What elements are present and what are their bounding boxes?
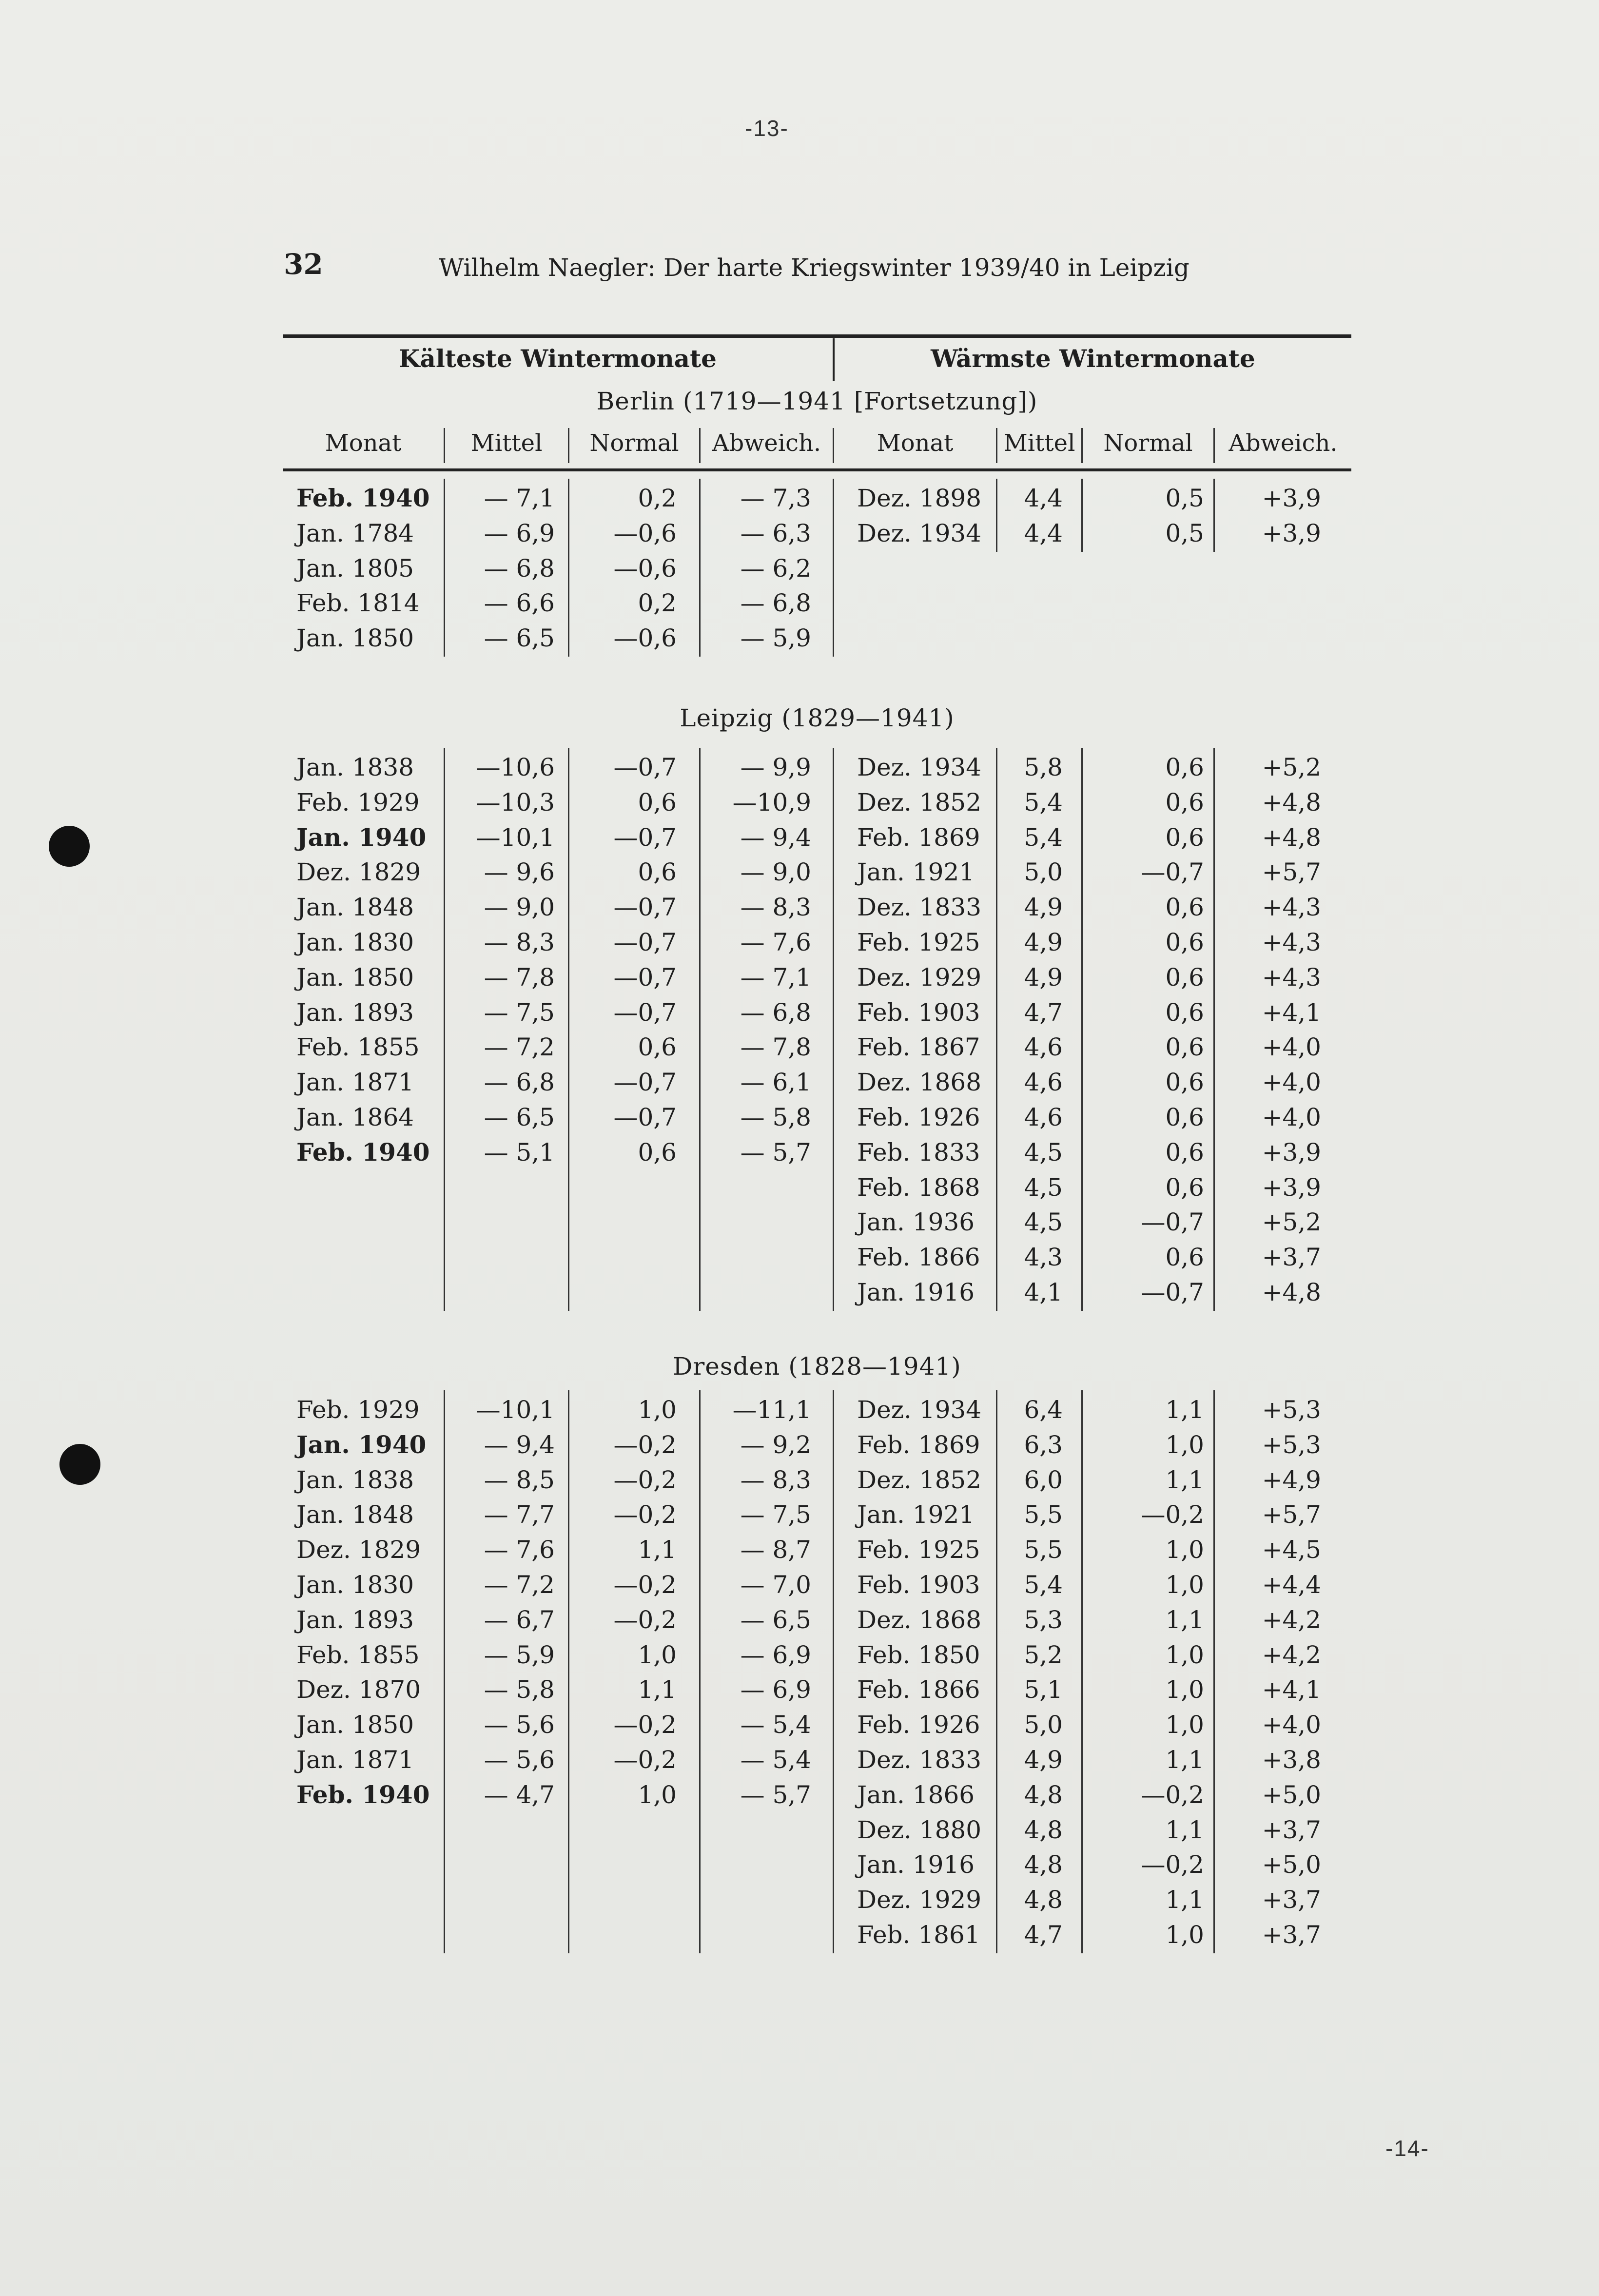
warm-normal-cell: 0,6 [1165,928,1204,956]
warm-abweich-cell: +3,7 [1262,1886,1321,1914]
cold-normal-cell: —0,6 [613,519,677,547]
warm-monat-cell: Dez. 1833 [857,1746,982,1774]
cold-normal-cell: —0,6 [613,624,677,653]
warm-normal-cell: 1,1 [1165,1465,1204,1494]
cold-mittel-cell: — 5,6 [484,1746,555,1774]
warm-normal-cell: 1,1 [1165,1746,1204,1774]
warm-months-title: Wärmste Wintermonate [931,344,1255,373]
warm-abweich-cell: +3,9 [1262,1173,1321,1202]
cold-monat-cell: Jan. 1850 [296,624,414,653]
cold-mittel-cell: — 6,9 [484,519,555,547]
cold-monat-cell: Jan. 1848 [296,1500,414,1529]
cold-mittel-cell: — 6,5 [484,1103,555,1131]
warm-normal-cell: 0,6 [1165,788,1204,817]
warm-abweich-cell: +4,3 [1262,928,1321,956]
cold-normal-cell: —0,2 [613,1500,677,1529]
cold-abweich-cell: — 9,9 [740,753,811,781]
warm-abweich-cell: +5,3 [1262,1430,1321,1459]
warm-monat-cell: Dez. 1868 [857,1068,982,1097]
warm-mittel-cell: 4,5 [1024,1173,1063,1202]
cold-normal-cell: —0,7 [613,893,677,922]
punch-hole [49,826,90,867]
warm-monat-cell: Dez. 1852 [857,1465,982,1494]
section-leipzig [283,750,1351,1310]
cold-monat-cell: Feb. 1940 [296,1137,430,1167]
cold-normal-cell: —0,7 [613,1068,677,1097]
warm-normal-cell: 1,0 [1165,1536,1204,1564]
cold-monat-cell: Jan. 1871 [296,1068,414,1097]
warm-abweich-cell: +5,7 [1262,858,1321,887]
archive-page-number-bottom: -14- [1385,2136,1429,2161]
cold-mittel-cell: — 7,2 [484,1571,555,1599]
warm-abweich-cell: +4,2 [1262,1605,1321,1634]
cold-normal-cell: 1,0 [638,1780,677,1809]
cold-mittel-cell: —10,1 [476,1396,555,1424]
cold-mittel-cell: — 9,0 [484,893,555,922]
cold-monat-cell: Jan. 1805 [296,554,414,583]
cold-mittel-cell: — 7,8 [484,963,555,992]
cold-abweich-cell: — 6,2 [740,554,811,583]
cold-abweich-cell: — 5,9 [740,624,811,653]
cold-mittel-cell: — 7,6 [484,1536,555,1564]
punch-hole [59,1444,100,1485]
warm-abweich-cell: +3,7 [1262,1243,1321,1272]
warm-monat-cell: Feb. 1925 [857,1536,980,1564]
warm-mittel-cell: 4,8 [1024,1780,1063,1809]
cold-mittel-cell: — 7,7 [484,1500,555,1529]
warm-mittel-cell: 4,9 [1024,893,1063,922]
warm-abweich-cell: +4,8 [1262,788,1321,817]
warm-mittel-cell: 6,3 [1024,1430,1063,1459]
warm-monat-cell: Feb. 1869 [857,823,980,852]
archive-page-number-top: -13- [745,116,789,141]
warm-normal-cell: 0,6 [1165,1068,1204,1097]
warm-abweich-cell: +3,9 [1262,519,1321,547]
column-rule [996,748,997,1311]
column-rule [699,1390,701,1953]
warm-abweich-cell: +3,7 [1262,1815,1321,1844]
cold-monat-cell: Jan. 1850 [296,963,414,992]
cold-monat-cell: Jan. 1871 [296,1746,414,1774]
cold-monat-cell: Jan. 1830 [296,1571,414,1599]
warm-abweich-cell: +4,0 [1262,1068,1321,1097]
warm-mittel-cell: 5,8 [1024,753,1063,781]
cold-normal-cell: 0,6 [638,858,677,887]
running-title: Wilhelm Naegler: Der harte Kriegswinter 1939/40 in Leipzig [439,253,1190,282]
warm-abweich-cell: +3,9 [1262,484,1321,512]
cold-monat-cell: Feb. 1929 [296,788,420,817]
page-number: 32 [284,248,323,281]
warm-monat-cell: Feb. 1867 [857,1033,980,1062]
section-title-leipzig: Leipzig (1829—1941) [680,704,955,732]
cold-mittel-cell: — 5,1 [484,1138,555,1167]
warm-normal-cell: 1,1 [1165,1396,1204,1424]
column-rule [568,479,569,657]
warm-abweich-cell: +4,1 [1262,1675,1321,1704]
warm-mittel-cell: 5,4 [1024,1571,1063,1599]
warm-mittel-cell: 5,5 [1024,1500,1063,1529]
warm-mittel-cell: 4,7 [1024,1921,1063,1949]
warm-mittel-cell: 5,4 [1024,823,1063,852]
cold-monat-cell: Jan. 1850 [296,1711,414,1739]
warm-monat-cell: Dez. 1833 [857,893,982,922]
warm-normal-cell: 0,6 [1165,893,1204,922]
cold-monat-cell: Jan. 1893 [296,998,414,1027]
running-header [284,248,1356,287]
warm-abweich-cell: +4,4 [1262,1571,1321,1599]
column-rule [444,1390,445,1953]
warm-mittel-cell: 4,4 [1024,484,1063,512]
cold-normal-cell: —0,2 [613,1430,677,1459]
warm-monat-cell: Dez. 1868 [857,1605,982,1634]
cold-abweich-cell: — 5,4 [740,1711,811,1739]
warm-monat-cell: Feb. 1903 [857,998,980,1027]
warm-monat-cell: Feb. 1850 [857,1640,980,1669]
cold-mittel-cell: — 6,7 [484,1605,555,1634]
warm-monat-cell: Feb. 1833 [857,1138,980,1167]
cold-mittel-cell: — 9,6 [484,858,555,887]
column-rule [996,1390,997,1953]
warm-mittel-cell: 6,4 [1024,1396,1063,1424]
cold-abweich-cell: — 9,4 [740,823,811,852]
col-header-warm-monat: Monat [877,429,954,457]
cold-mittel-cell: — 7,1 [484,484,555,512]
cold-mittel-cell: — 6,6 [484,589,555,618]
warm-normal-cell: 1,0 [1165,1711,1204,1739]
warm-mittel-cell: 4,6 [1024,1033,1063,1062]
cold-abweich-cell: — 6,5 [740,1605,811,1634]
cold-abweich-cell: — 8,3 [740,893,811,922]
section-berlin [283,481,1351,656]
cold-mittel-cell: — 8,5 [484,1465,555,1494]
cold-mittel-cell: — 7,2 [484,1033,555,1062]
cold-normal-cell: —0,2 [613,1465,677,1494]
warm-normal-cell: —0,7 [1141,1278,1204,1306]
warm-abweich-cell: +5,7 [1262,1500,1321,1529]
cold-monat-cell: Jan. 1893 [296,1605,414,1634]
warm-monat-cell: Dez. 1934 [857,1396,982,1424]
cold-normal-cell: —0,2 [613,1571,677,1599]
warm-mittel-cell: 5,2 [1024,1640,1063,1669]
col-header-cold-mittel: Mittel [470,429,543,457]
warm-mittel-cell: 4,7 [1024,998,1063,1027]
cold-abweich-cell: — 7,3 [740,484,811,512]
cold-normal-cell: —0,7 [613,823,677,852]
column-rule [996,479,997,552]
cold-mittel-cell: — 7,5 [484,998,555,1027]
cold-monat-cell: Feb. 1940 [296,1780,430,1809]
warm-abweich-cell: +4,2 [1262,1640,1321,1669]
cold-monat-cell: Jan. 1838 [296,1465,414,1494]
table-top-rule [283,334,1351,338]
cold-monat-cell: Dez. 1870 [296,1675,421,1704]
warm-monat-cell: Dez. 1929 [857,963,982,992]
warm-normal-cell: 0,5 [1165,484,1204,512]
warm-normal-cell: 1,1 [1165,1605,1204,1634]
cold-mittel-cell: — 4,7 [484,1780,555,1809]
warm-mittel-cell: 4,5 [1024,1208,1063,1237]
section-dresden [283,1392,1351,1952]
warm-abweich-cell: +5,0 [1262,1850,1321,1879]
warm-normal-cell: 1,0 [1165,1921,1204,1949]
column-rule [444,748,445,1311]
warm-normal-cell: 0,6 [1165,1033,1204,1062]
cold-abweich-cell: — 6,9 [740,1640,811,1669]
cold-abweich-cell: — 6,8 [740,589,811,618]
warm-normal-cell: 0,5 [1165,519,1204,547]
cold-monat-cell: Feb. 1929 [296,1396,420,1424]
warm-abweich-cell: +3,7 [1262,1921,1321,1949]
warm-normal-cell: 0,6 [1165,753,1204,781]
column-rule [1081,479,1083,552]
column-rule [1213,1390,1215,1953]
col-header-warm-mittel: Mittel [1003,429,1075,457]
column-rule [444,479,445,657]
warm-normal-cell: —0,7 [1141,1208,1204,1237]
warm-mittel-cell: 4,8 [1024,1815,1063,1844]
warm-mittel-cell: 5,1 [1024,1675,1063,1704]
warm-abweich-cell: +4,1 [1262,998,1321,1027]
warm-abweich-cell: +4,0 [1262,1033,1321,1062]
cold-monat-cell: Dez. 1829 [296,858,421,887]
cold-abweich-cell: — 6,1 [740,1068,811,1097]
warm-monat-cell: Jan. 1921 [857,858,975,887]
warm-mittel-cell: 5,0 [1024,1711,1063,1739]
warm-abweich-cell: +3,9 [1262,1138,1321,1167]
cold-mittel-cell: — 5,9 [484,1640,555,1669]
warm-monat-cell: Dez. 1852 [857,788,982,817]
cold-normal-cell: —0,6 [613,554,677,583]
col-header-cold-abweich: Abweich. [712,429,821,457]
warm-normal-cell: 0,6 [1165,963,1204,992]
cold-monat-cell: Jan. 1940 [296,1430,427,1459]
cold-monat-cell: Feb. 1814 [296,589,420,618]
warm-normal-cell: —0,7 [1141,858,1204,887]
warm-abweich-cell: +5,3 [1262,1396,1321,1424]
column-rule [699,479,701,657]
warm-normal-cell: —0,2 [1141,1780,1204,1809]
cold-abweich-cell: — 6,3 [740,519,811,547]
warm-monat-cell: Feb. 1869 [857,1430,980,1459]
section-title-dresden: Dresden (1828—1941) [673,1352,961,1381]
cold-months-title: Kälteste Wintermonate [398,344,717,373]
column-rule [568,748,569,1311]
warm-monat-cell: Feb. 1868 [857,1173,980,1202]
section-title-berlin: Berlin (1719—1941 [Fortsetzung]) [596,387,1038,415]
cold-abweich-cell: — 9,2 [740,1430,811,1459]
cold-abweich-cell: —10,9 [732,788,811,817]
col-header-cold-normal: Normal [589,429,679,457]
cold-abweich-cell: — 7,5 [740,1500,811,1529]
cold-normal-cell: 1,0 [638,1396,677,1424]
warm-monat-cell: Feb. 1903 [857,1571,980,1599]
warm-normal-cell: 0,6 [1165,1173,1204,1202]
cold-normal-cell: —0,7 [613,963,677,992]
column-rule [833,748,834,1311]
cold-normal-cell: —0,7 [613,1103,677,1131]
cold-monat-cell: Jan. 1784 [296,519,414,547]
warm-normal-cell: 1,0 [1165,1430,1204,1459]
warm-mittel-cell: 5,4 [1024,788,1063,817]
cold-abweich-cell: — 5,7 [740,1138,811,1167]
warm-normal-cell: 0,6 [1165,1243,1204,1272]
warm-abweich-cell: +4,5 [1262,1536,1321,1564]
warm-mittel-cell: 5,3 [1024,1605,1063,1634]
warm-mittel-cell: 4,8 [1024,1886,1063,1914]
column-rule [1081,748,1083,1311]
column-rule [1081,1390,1083,1953]
warm-monat-cell: Jan. 1916 [857,1850,975,1879]
warm-normal-cell: 1,0 [1165,1640,1204,1669]
warm-abweich-cell: +4,0 [1262,1103,1321,1131]
col-header-warm-normal: Normal [1103,429,1193,457]
cold-abweich-cell: — 5,8 [740,1103,811,1131]
warm-abweich-cell: +4,9 [1262,1465,1321,1494]
column-rule [699,748,701,1311]
column-rule [1213,748,1215,1311]
warm-normal-cell: 0,6 [1165,1138,1204,1167]
cold-normal-cell: 1,1 [638,1675,677,1704]
cold-abweich-cell: — 7,0 [740,1571,811,1599]
warm-abweich-cell: +5,2 [1262,753,1321,781]
warm-monat-cell: Feb. 1861 [857,1921,980,1949]
warm-abweich-cell: +4,8 [1262,823,1321,852]
cold-normal-cell: 0,2 [638,484,677,512]
warm-mittel-cell: 4,6 [1024,1068,1063,1097]
warm-monat-cell: Dez. 1880 [857,1815,982,1844]
warm-mittel-cell: 5,0 [1024,858,1063,887]
cold-mittel-cell: — 6,5 [484,624,555,653]
cold-abweich-cell: — 7,6 [740,928,811,956]
warm-abweich-cell: +3,8 [1262,1746,1321,1774]
cold-mittel-cell: —10,3 [476,788,555,817]
col-header-cold-monat: Monat [325,429,402,457]
warm-abweich-cell: +4,0 [1262,1711,1321,1739]
warm-abweich-cell: +4,3 [1262,893,1321,922]
cold-normal-cell: 0,6 [638,788,677,817]
warm-abweich-cell: +5,2 [1262,1208,1321,1237]
cold-normal-cell: —0,7 [613,753,677,781]
warm-monat-cell: Jan. 1916 [857,1278,975,1306]
cold-monat-cell: Jan. 1838 [296,753,414,781]
cold-monat-cell: Feb. 1855 [296,1640,420,1669]
cold-monat-cell: Jan. 1864 [296,1103,414,1131]
warm-monat-cell: Jan. 1921 [857,1500,975,1529]
cold-monat-cell: Jan. 1848 [296,893,414,922]
column-rule [568,1390,569,1953]
warm-normal-cell: 0,6 [1165,998,1204,1027]
table-header-rule [283,468,1351,471]
cold-normal-cell: —0,7 [613,928,677,956]
column-rule [833,479,834,657]
warm-normal-cell: 1,1 [1165,1886,1204,1914]
col-header-warm-abweich: Abweich. [1228,429,1338,457]
warm-monat-cell: Jan. 1936 [857,1208,975,1237]
cold-abweich-cell: — 7,8 [740,1033,811,1062]
warm-normal-cell: 1,0 [1165,1571,1204,1599]
cold-mittel-cell: — 6,8 [484,1068,555,1097]
warm-mittel-cell: 4,4 [1024,519,1063,547]
cold-mittel-cell: — 5,8 [484,1675,555,1704]
cold-mittel-cell: — 8,3 [484,928,555,956]
cold-normal-cell: 1,1 [638,1536,677,1564]
cold-monat-cell: Jan. 1940 [296,822,427,852]
warm-mittel-cell: 4,8 [1024,1850,1063,1879]
warm-monat-cell: Feb. 1925 [857,928,980,956]
warm-normal-cell: 1,1 [1165,1815,1204,1844]
cold-normal-cell: 0,2 [638,589,677,618]
cold-normal-cell: 1,0 [638,1640,677,1669]
warm-normal-cell: —0,2 [1141,1850,1204,1879]
cold-normal-cell: —0,2 [613,1605,677,1634]
cold-abweich-cell: — 6,9 [740,1675,811,1704]
warm-normal-cell: —0,2 [1141,1500,1204,1529]
cold-normal-cell: —0,7 [613,998,677,1027]
warm-normal-cell: 0,6 [1165,1103,1204,1131]
warm-abweich-cell: +5,0 [1262,1780,1321,1809]
warm-mittel-cell: 4,6 [1024,1103,1063,1131]
warm-monat-cell: Feb. 1866 [857,1243,980,1272]
cold-mittel-cell: — 9,4 [484,1430,555,1459]
warm-monat-cell: Dez. 1929 [857,1886,982,1914]
warm-monat-cell: Dez. 1898 [857,484,982,512]
cold-abweich-cell: —11,1 [732,1396,811,1424]
cold-mittel-cell: —10,6 [476,753,555,781]
warm-monat-cell: Dez. 1934 [857,519,982,547]
warm-mittel-cell: 6,0 [1024,1465,1063,1494]
warm-mittel-cell: 4,5 [1024,1138,1063,1167]
cold-abweich-cell: — 7,1 [740,963,811,992]
warm-mittel-cell: 4,9 [1024,1746,1063,1774]
column-rule [1213,479,1215,552]
warm-mittel-cell: 4,3 [1024,1243,1063,1272]
warm-normal-cell: 0,6 [1165,823,1204,852]
cold-monat-cell: Dez. 1829 [296,1536,421,1564]
warm-mittel-cell: 4,1 [1024,1278,1063,1306]
warm-mittel-cell: 5,5 [1024,1536,1063,1564]
cold-mittel-cell: —10,1 [476,823,555,852]
warm-monat-cell: Feb. 1926 [857,1711,980,1739]
warm-monat-cell: Feb. 1926 [857,1103,980,1131]
warm-mittel-cell: 4,9 [1024,928,1063,956]
cold-abweich-cell: — 6,8 [740,998,811,1027]
warm-mittel-cell: 4,9 [1024,963,1063,992]
warm-monat-cell: Feb. 1866 [857,1675,980,1704]
warm-abweich-cell: +4,3 [1262,963,1321,992]
warm-normal-cell: 1,0 [1165,1675,1204,1704]
cold-monat-cell: Jan. 1830 [296,928,414,956]
cold-normal-cell: 0,6 [638,1138,677,1167]
cold-mittel-cell: — 6,8 [484,554,555,583]
cold-monat-cell: Feb. 1940 [296,484,430,512]
cold-abweich-cell: — 8,7 [740,1536,811,1564]
cold-monat-cell: Feb. 1855 [296,1033,420,1062]
column-rule [833,1390,834,1953]
cold-normal-cell: —0,2 [613,1746,677,1774]
cold-normal-cell: —0,2 [613,1711,677,1739]
warm-monat-cell: Jan. 1866 [857,1780,975,1809]
cold-normal-cell: 0,6 [638,1033,677,1062]
cold-abweich-cell: — 5,7 [740,1780,811,1809]
cold-abweich-cell: — 9,0 [740,858,811,887]
warm-monat-cell: Dez. 1934 [857,753,982,781]
cold-abweich-cell: — 8,3 [740,1465,811,1494]
cold-mittel-cell: — 5,6 [484,1711,555,1739]
cold-abweich-cell: — 5,4 [740,1746,811,1774]
warm-abweich-cell: +4,8 [1262,1278,1321,1306]
